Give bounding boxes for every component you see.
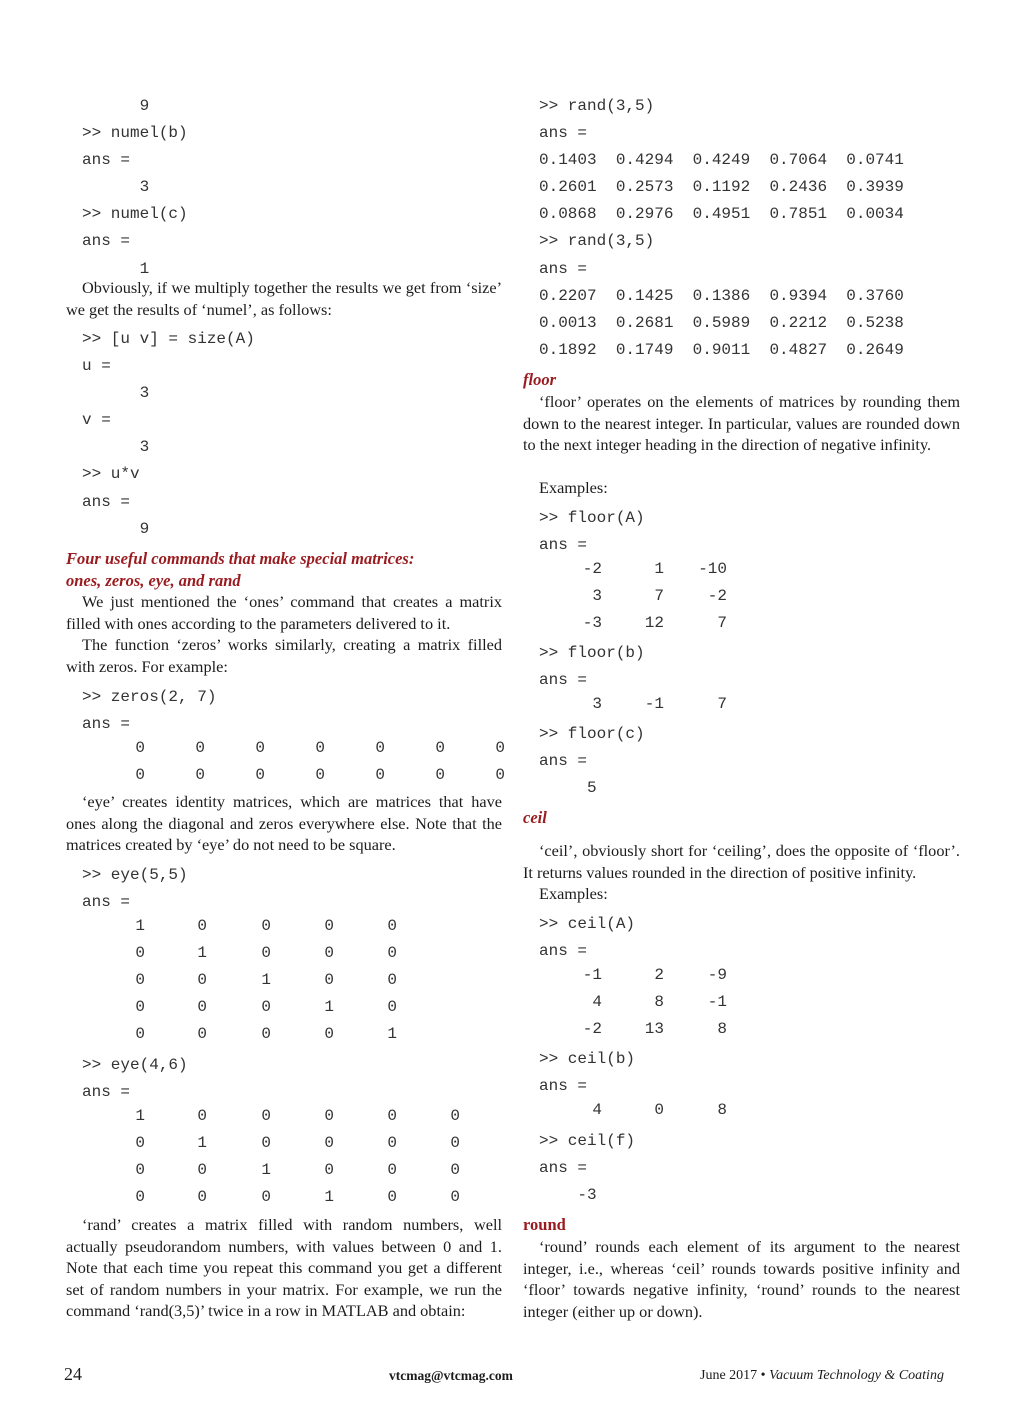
matrix-cell: 0 (387, 1188, 397, 1206)
matrix-cell: 0 (387, 1161, 397, 1179)
matrix-cell: 1 (387, 1025, 397, 1043)
code-line: >> eye(4,6) (82, 1056, 188, 1074)
matrix-cell: 3 (592, 587, 602, 605)
heading-floor: floor (523, 370, 556, 389)
matrix-cell: 0 (324, 1161, 334, 1179)
code-line: ans = (82, 893, 131, 912)
matrix-cell: 8 (717, 1101, 727, 1119)
section-heading (66, 548, 414, 591)
code-line: >> floor(A) (539, 509, 645, 527)
code-line: ans = (539, 536, 588, 555)
matrix-cell: 4 (592, 993, 602, 1011)
matrix-cell: 0 (324, 1134, 334, 1152)
paragraph-ceil: ‘ceil’, obviously short for ‘ceiling’, does the opposite of ‘floor’. It returns values rounded in the direction of positive infinity. (523, 841, 960, 882)
paragraph-floor: ‘floor’ operates on the elements of matrices by rounding them down to the nearest integer. In particular, values are rounded down to the next integer heading in the direction of negative infinity. (523, 392, 960, 455)
code-ceilA (539, 911, 635, 965)
matrix-cell: 0 (315, 766, 325, 784)
heading-round: round (523, 1215, 566, 1234)
matrix-cell: 0 (261, 917, 271, 935)
matrix-cell: 0 (135, 1188, 145, 1206)
code-line: >> rand(3,5) (539, 232, 655, 251)
code-eye55 (82, 862, 188, 916)
examples-label-floor: Examples: (539, 478, 608, 497)
matrix-cell: 0 (135, 944, 145, 962)
matrix-cell: 0 (450, 1188, 460, 1206)
matrix-cell: 0 (387, 1107, 397, 1125)
footer-email: vtcmag@vtcmag.com (389, 1368, 513, 1383)
code-numel (82, 93, 188, 283)
matrix-cell: 1 (654, 560, 664, 578)
matrix-cell: 0 (387, 917, 397, 935)
footer-magazine: Vacuum Technology & Coating (769, 1368, 944, 1383)
matrix-cell: 0 (261, 998, 271, 1016)
matrix-cell: 0 (387, 998, 397, 1016)
matrix-cell: 7 (717, 695, 727, 713)
code-line: >> floor(c) (539, 725, 645, 743)
matrix-cell: -1 (582, 966, 602, 984)
code-zeros (82, 684, 216, 738)
matrix-cell: 0 (135, 1025, 145, 1043)
paragraph-ones: We just mentioned the ‘ones’ command that creates a matrix filled with ones according to the parameters delivered to it. (66, 592, 502, 633)
page-number: 24 (64, 1364, 82, 1384)
matrix-cell: 1 (197, 944, 207, 962)
matrix-cell: 0 (654, 1101, 664, 1119)
matrix-cell: 0 (197, 1025, 207, 1043)
code-line: ans = (82, 232, 131, 251)
code-line: ans = (539, 1077, 588, 1096)
matrix-cell: 0 (197, 971, 207, 989)
code-line: 0.1892 0.1749 0.9011 0.4827 0.2649 (539, 340, 904, 359)
matrix-cell: 0 (261, 1107, 271, 1125)
heading-ceil: ceil (523, 808, 547, 827)
matrix-cell: 0 (324, 944, 334, 962)
matrix-cell: -1 (644, 695, 664, 713)
code-line: ans = (539, 259, 588, 278)
footer-date: June 2017 (700, 1368, 758, 1383)
code-rand (539, 93, 904, 364)
matrix-cell: 1 (324, 1188, 334, 1206)
code-line: ans = (539, 124, 588, 143)
code-line: 0.2601 0.2573 0.1192 0.2436 0.3939 (539, 178, 904, 197)
matrix-cell: 2 (654, 966, 664, 984)
code-line: 5 (539, 779, 597, 798)
code-line: 0.1403 0.4294 0.4249 0.7064 0.0741 (539, 151, 904, 170)
matrix-cell: 0 (387, 1134, 397, 1152)
code-line: ans = (82, 492, 131, 511)
matrix-cell: 0 (195, 766, 205, 784)
code-line: >> ceil(A) (539, 915, 636, 933)
code-line: 0.0013 0.2681 0.5989 0.2212 0.5238 (539, 313, 904, 332)
matrix-cell: 0 (450, 1161, 460, 1179)
matrix-cell: 0 (315, 739, 325, 757)
code-line: ans = (82, 151, 131, 170)
matrix-cell: 1 (197, 1134, 207, 1152)
matrix-cell: 0 (324, 917, 334, 935)
code-ceilb (539, 1046, 635, 1100)
code-line: 9 (82, 519, 150, 538)
matrix-cell: 0 (375, 766, 385, 784)
code-line: ans = (539, 671, 588, 690)
matrix-cell: 3 (592, 695, 602, 713)
matrix-cell: 0 (197, 1188, 207, 1206)
paragraph-rand: ‘rand’ creates a matrix filled with random numbers, well actually pseudorandom numbers, with values between 0 and 1. Note that each time you repeat this command you get a different set of random numbers in your matrix. For example, we run the command ‘rand(3,5)’ twice in a row in MATLAB and obtain: (66, 1215, 502, 1321)
matrix-cell: 0 (197, 1107, 207, 1125)
examples-label-ceil: Examples: (539, 884, 608, 903)
matrix-cell: 8 (717, 1020, 727, 1038)
code-ceilf (539, 1128, 635, 1209)
code-line: ans = (82, 1083, 131, 1102)
matrix-cell: 4 (592, 1101, 602, 1119)
code-eye46 (82, 1052, 188, 1106)
matrix-cell: 0 (135, 1161, 145, 1179)
heading-line-2: ones, zeros, eye, and rand (66, 570, 241, 590)
matrix-cell: 12 (644, 614, 664, 632)
matrix-cell: -2 (582, 560, 602, 578)
code-line: ans = (539, 942, 588, 961)
matrix-cell: 7 (654, 587, 664, 605)
matrix-cell: 0 (255, 739, 265, 757)
matrix-cell: 0 (261, 1134, 271, 1152)
matrix-cell: 0 (135, 1134, 145, 1152)
matrix-cell: 0 (495, 766, 505, 784)
paragraph-eye: ‘eye’ creates identity matrices, which are matrices that have ones along the diagonal and zeros everywhere else. Note that the matrices created by ‘eye’ do not need to be square. (66, 792, 502, 855)
code-line: u = (82, 357, 111, 376)
paragraph-obviously: Obviously, if we multiply together the results we get from ‘size’ we get the results of ‘numel’, as follows: (66, 278, 502, 319)
code-line: >> eye(5,5) (82, 866, 188, 884)
matrix-cell: 0 (135, 766, 145, 784)
matrix-cell: -3 (582, 614, 602, 632)
matrix-cell: 0 (450, 1134, 460, 1152)
code-floorc (539, 721, 645, 802)
matrix-cell: 0 (261, 1025, 271, 1043)
footer-publication (700, 1368, 944, 1384)
code-line: 9 (82, 97, 150, 115)
matrix-cell: 0 (324, 1025, 334, 1043)
code-size (82, 326, 255, 543)
code-line: >> u*v (82, 465, 140, 484)
matrix-cell: -2 (582, 1020, 602, 1038)
matrix-cell: 0 (387, 944, 397, 962)
matrix-cell: 0 (387, 971, 397, 989)
paragraph-round: ‘round’ rounds each element of its argument to the nearest integer, i.e., whereas ‘ceil’ rounds towards positive infinity and ‘floor’ towards negative infinity, ‘round’ rounds to the nearest integer (either up or down). (523, 1237, 960, 1321)
code-floorb (539, 640, 645, 694)
code-line: 0.2207 0.1425 0.1386 0.9394 0.3760 (539, 286, 904, 305)
matrix-cell: 1 (261, 971, 271, 989)
matrix-cell: 0 (435, 739, 445, 757)
footer-bullet: • (760, 1368, 766, 1383)
matrix-cell: 0 (135, 998, 145, 1016)
matrix-cell: -2 (707, 587, 727, 605)
matrix-cell: -10 (698, 560, 727, 578)
matrix-cell: 0 (135, 971, 145, 989)
code-line: 3 (82, 438, 150, 457)
matrix-cell: 0 (375, 739, 385, 757)
code-line: >> ceil(b) (539, 1050, 636, 1068)
code-line: 3 (82, 178, 150, 197)
matrix-cell: 8 (654, 993, 664, 1011)
code-line: >> rand(3,5) (539, 97, 655, 115)
code-line: 1 (82, 259, 150, 278)
matrix-cell: 1 (261, 1161, 271, 1179)
code-line: 3 (82, 384, 150, 403)
matrix-cell: 0 (135, 739, 145, 757)
matrix-cell: 0 (261, 944, 271, 962)
matrix-cell: 0 (197, 1161, 207, 1179)
code-line: ans = (82, 715, 131, 734)
code-line: ans = (539, 1159, 588, 1178)
code-line: -3 (539, 1186, 597, 1205)
matrix-cell: 1 (324, 998, 334, 1016)
matrix-cell: 0 (261, 1188, 271, 1206)
matrix-cell: 0 (197, 917, 207, 935)
code-line: >> numel(b) (82, 124, 188, 143)
heading-line-1: Four useful commands that make special matrices: (66, 549, 415, 568)
code-line: 0.0868 0.2976 0.4951 0.7851 0.0034 (539, 205, 904, 224)
code-line: >> floor(b) (539, 644, 645, 662)
code-floorA (539, 505, 645, 559)
matrix-cell: 0 (324, 971, 334, 989)
matrix-cell: 1 (135, 917, 145, 935)
matrix-cell: 7 (717, 614, 727, 632)
matrix-cell: 0 (435, 766, 445, 784)
code-line: v = (82, 411, 111, 430)
matrix-cell: -1 (707, 993, 727, 1011)
matrix-cell: 0 (324, 1107, 334, 1125)
code-line: >> numel(c) (82, 205, 188, 224)
matrix-cell: 0 (255, 766, 265, 784)
matrix-cell: 13 (644, 1020, 664, 1038)
matrix-cell: 1 (135, 1107, 145, 1125)
paragraph-zeros: The function ‘zeros’ works similarly, creating a matrix filled with zeros. For example: (66, 635, 502, 676)
matrix-cell: 0 (450, 1107, 460, 1125)
code-line: ans = (539, 752, 588, 771)
code-line: >> [u v] = size(A) (82, 330, 255, 348)
matrix-cell: 0 (495, 739, 505, 757)
matrix-cell: 0 (197, 998, 207, 1016)
matrix-cell: -9 (707, 966, 727, 984)
code-line: >> zeros(2, 7) (82, 688, 217, 706)
matrix-cell: 0 (195, 739, 205, 757)
code-line: >> ceil(f) (539, 1132, 636, 1150)
